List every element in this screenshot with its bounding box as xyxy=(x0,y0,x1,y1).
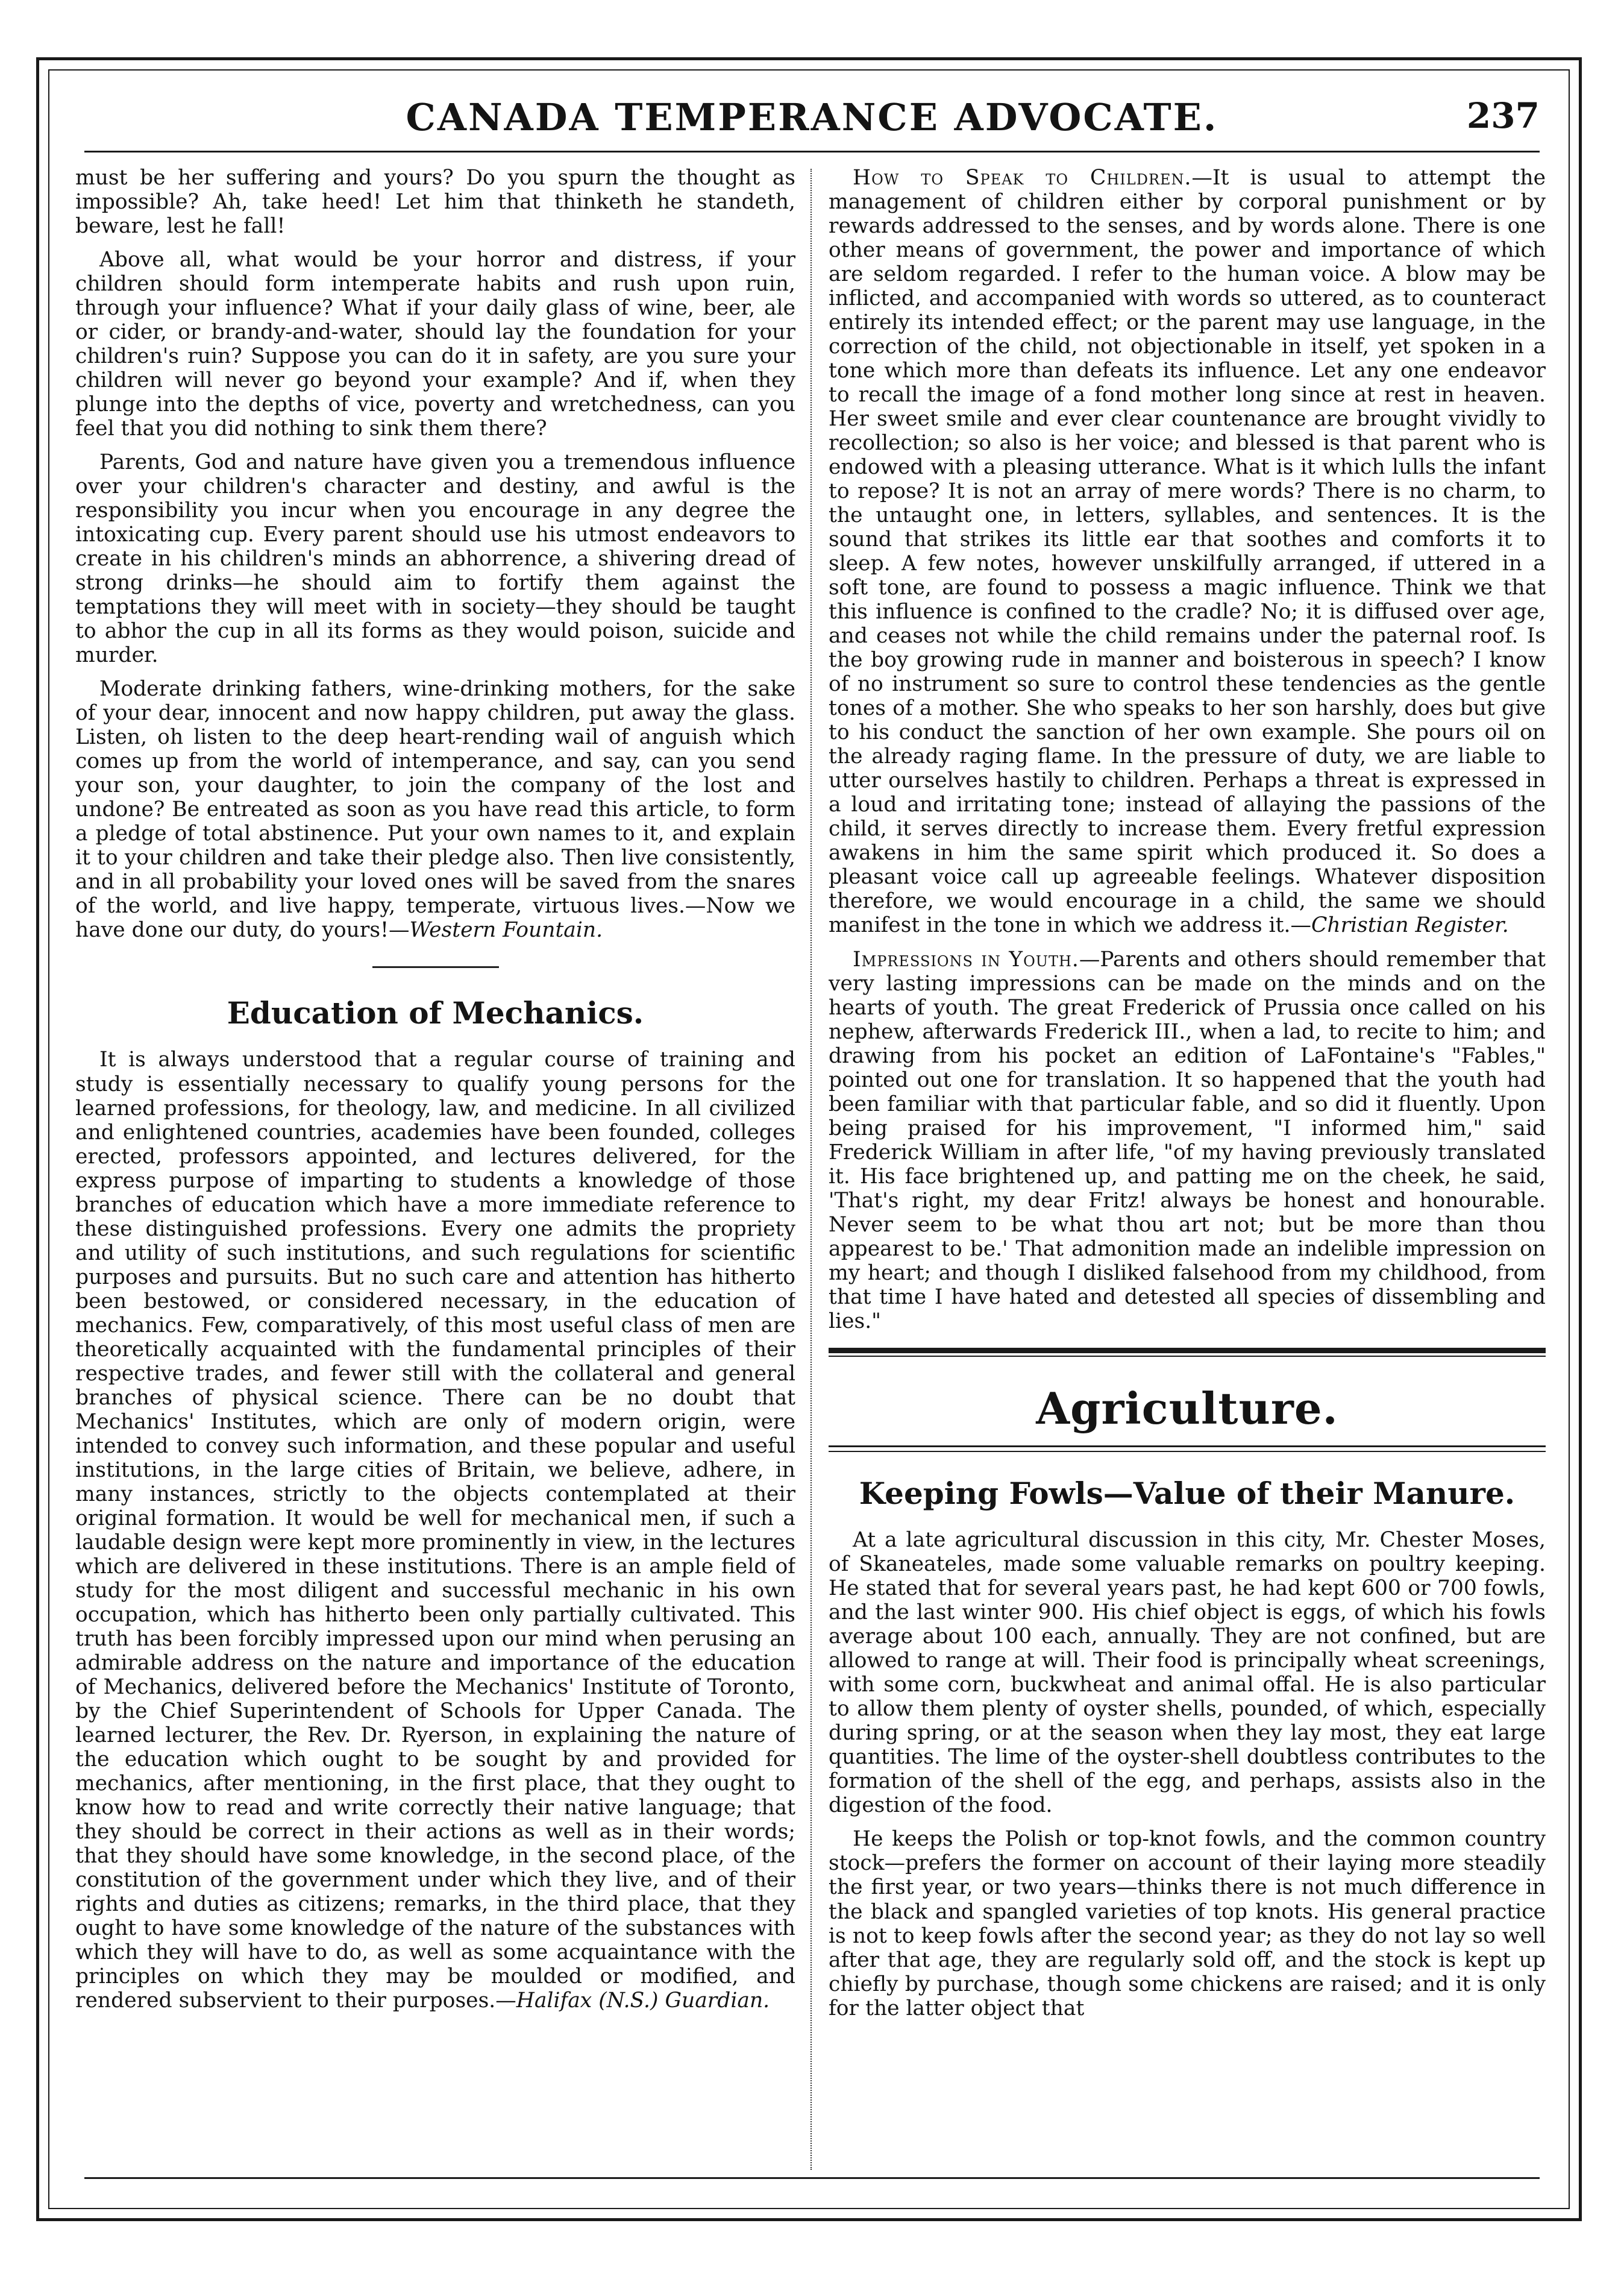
article-heading: Keeping Fowls—Value of their Manure. xyxy=(859,1476,1516,1512)
column-divider xyxy=(810,169,812,2170)
paragraph: He keeps the Polish or top-knot fowls, and the common country stock—prefers the former on account of their laying more steadily the first year, or two years—thinks there is not much difference in the black and spangled varieties of top knots. His general practice is not to keep fowls after the second year; as they do not lay so well after that age, they are regularly sold off, and the stock is kept up chiefly by purchase, though some chickens are raised; and it is only for the latter object that xyxy=(829,1827,1546,2020)
department-separator xyxy=(829,1348,1546,1357)
paragraph-text: It is always understood that a regular course of training and study is essentially necessary to qualify young persons for the learned professions, for theology, law, and medicine. In all civilized and enlightened countries, academies have been founded, colleges erected, professors appointed, and lectures delivered, for the express purpose of imparting to students a knowledge of those branches of education which have a more immediate reference to these distinguished professions. Every one admits the propriety and utility of such institutions, and such regulations for scientific purposes and pursuits. But no such care and attention has hitherto been bestowed, or considered necessary, in the education of mechanics. Few, comparatively, of this most useful class of men are theoretically acquainted with the fundamental principles of their respective trades, and fewer still with the collateral and general branches of physical science. There can be no doubt that Mechanics' Institutes, which are only of modern origin, were intended to convey such information, and these popular and useful institutions, in the large cities of Britain, we believe, adhere, in many instances, strictly to the objects contemplated at their original formation. It would be well for mechanical men, if such a laudable design were kept more prominently in view, in the lectures which are delivered in these institutions. There is an ample field of study for the most diligent and successful mechanic in his own occupation, which has hitherto been only partially cultivated. This truth has been forcibly impressed upon our mind when perusing an admirable address on the nature and importance of the education of Mechanics, delivered before the Mechanics' Institute of Toronto, by the Chief Superintendent of Schools for Upper Canada. The learned lecturer, the Rev. Dr. Ryerson, in explaining the nature of the education which ought to be sought by and provided for mechanics, after mentioning, in the first place, that they ought to know how to read and write correctly their native language; that they should be correct in their actions as well as in their words; that they should have some knowledge, in the second place, of the constitution of the government under which they live, and of their rights and duties as citizens; remarks, in the third place, that they ought to have some knowledge of the nature of the substances with which they will have to do, as well as some acquaintance with the principles on which they may be moulded or modified, and rendered subservient to their purposes.— xyxy=(75,1048,795,2013)
header-rule xyxy=(84,151,1540,152)
section-separator xyxy=(372,966,499,968)
paragraph-text: —Parents and others should remember that very lasting impressions can be made on the minds and on the hearts of youth. The great Frederick of Prussia once called on his nephew, afterwards Frederick III., when a lad, to recite to him; and drawing from his pocket an edition of LaFontaine's "Fables," pointed out one for translation. It so happened that the youth had been familiar with that particular fable, and so did it fluently. Upon being praised for his improvement, "I informed him," said Frederick William in after life, "of my having previously translated it. His face brightened up, and patting me on the cheek, he said, 'That's right, my dear Fritz! always be honest and honourable. Never seem to be what thou art not; but be more than thou appearest to be.' That admonition made an indelible impression on my heart; and though I disliked falsehood from my childhood, from that time I have hated and detested all species of dissembling and lies." xyxy=(829,947,1546,1333)
paragraph xyxy=(75,1048,795,2013)
footer-rule xyxy=(84,2177,1540,2179)
paragraph-text: —It is usual to attempt the management of children either by corporal punishment or by rewards addressed to the senses, and by words alone. There is one other means of government, the power and importance of which are seldom regarded. I refer to the human voice. A blow may be inflicted, and accompanied with words so uttered, as to counteract entirely its intended effect; or the parent may use language, in the correction of the child, not objectionable in itself, yet spoken in a tone which more than defeats its influence. Let any one endeavor to recall the image of a fond mother long since at rest in heaven. Her sweet smile and ever clear countenance are brought vividly to recollection; so also is her voice; and blessed is that parent who is endowed with a pleasing utterance. What is it which lulls the infant to repose? It is not an array of mere words? There is no charm, to the untaught one, in letters, syllables, and sentences. It is the sound that strikes its little ear that soothes and comforts it to sleep. A few notes, however unskilfully arranged, if uttered in a soft tone, are found to possess a magic influence. Think we that this influence is confined to the cradle? No; it is diffused over age, and ceases not while the child remains under the paternal roof. Is the boy growing rude in manner and boisterous in speech? I know of no instrument so sure to control these tendencies as the gentle tones of a mother. She who speaks to her son harshly, does but give to his conduct the sanction of her own example. She pours oil on the already raging flame. In the pressure of duty, we are liable to utter ourselves hastily to children. Perhaps a threat is expressed in a loud and irritating tone; instead of allaying the passions of the child, it serves directly to increase them. Every fretful expression awakens in him the same spirit which produced it. So does a pleasant voice call up agreeable feelings. Whatever disposition therefore, we would encourage in a child, the same we should manifest in the tone in which we address it.— xyxy=(829,166,1546,938)
right-column xyxy=(829,166,1546,2173)
page-header xyxy=(84,90,1540,145)
paragraph-continued: must be her suffering and yours? Do you spurn the thought as impossible? Ah, take heed! Let him that thinketh he standeth, beware, lest he fall! xyxy=(75,166,795,239)
paragraph xyxy=(829,166,1546,938)
source-attribution: Halifax (N.S.) Guardian. xyxy=(516,1988,770,2013)
publication-title: CANADA TEMPERANCE ADVOCATE. xyxy=(406,95,1218,139)
paragraph-lead-in: How to Speak to Children. xyxy=(853,166,1192,190)
department-heading: Agriculture. xyxy=(1036,1382,1338,1434)
paragraph: Above all, what would be your horror and distress, if your children should form intemperate habits and rush upon ruin, through your influence? What if your daily glass of wine, beer, ale or cider, or brandy-and-water, should lay the foundation for your children's ruin? Suppose you can do it in safety, are you sure your children will never go beyond your example? And if, when they plunge into the depths of vice, poverty and wretchedness, can you feel that you did nothing to sink them there? xyxy=(75,248,795,441)
paragraph: At a late agricultural discussion in this city, Mr. Chester Moses, of Skaneateles, made some valuable remarks on poultry keeping. He stated that for several years past, he had kept 600 or 700 fowls, and the last winter 900. His chief object is eggs, of which his fowls average about 100 each, annually. They are not confined, but are allowed to range at will. Their food is principally wheat screenings, with some corn, buckwheat and animal offal. He is also particular to allow them plenty of oyster shells, pounded, of which, especially during spring, or at the season when they lay most, they eat large quantities. The lime of the oyster-shell doubtless contributes to the formation of the shell of the egg, and perhaps, assists also in the digestion of the food. xyxy=(829,1528,1546,1818)
left-column xyxy=(75,166,795,2173)
paragraph: Parents, God and nature have given you a tremendous influence over your children's character and destiny, and awful is the responsibility you incur when you encourage in any degree the intoxicating cup. Every parent should use his utmost endeavors to create in his children's minds an abhorrence, a shivering dread of strong drinks—he should aim to fortify them against the temptations they will meet with in society—they should be taught to abhor the cup in all its forms as they would poison, suicide and murder. xyxy=(75,450,795,668)
page-number: 237 xyxy=(1466,95,1540,136)
source-attribution: Western Fountain. xyxy=(409,918,603,943)
department-heading-rule xyxy=(829,1445,1546,1452)
paragraph-text: Moderate drinking fathers, wine-drinking mothers, for the sake of your dear, innocent and now happy children, put away the glass. Listen, oh listen to the deep heart-rending wail of anguish which comes up from the world of intemperance, and say, can you send your son, your daughter, to join the company of the lost and undone? Be entreated as soon as you have read this article, to form a pledge of total abstinence. Put your own names to it, and explain it to your children and take their pledge also. Then live consistently, and in all probability your loved ones will be saved from the snares of the world, and live happy, temperate, virtuous lives.—Now we have done our duty, do yours!— xyxy=(75,677,795,943)
paragraph xyxy=(829,948,1546,1333)
article-heading: Education of Mechanics. xyxy=(227,995,644,1031)
source-attribution: Christian Register. xyxy=(1311,913,1509,938)
paragraph-lead-in: Impressions in Youth. xyxy=(853,947,1079,972)
paragraph xyxy=(75,677,795,942)
